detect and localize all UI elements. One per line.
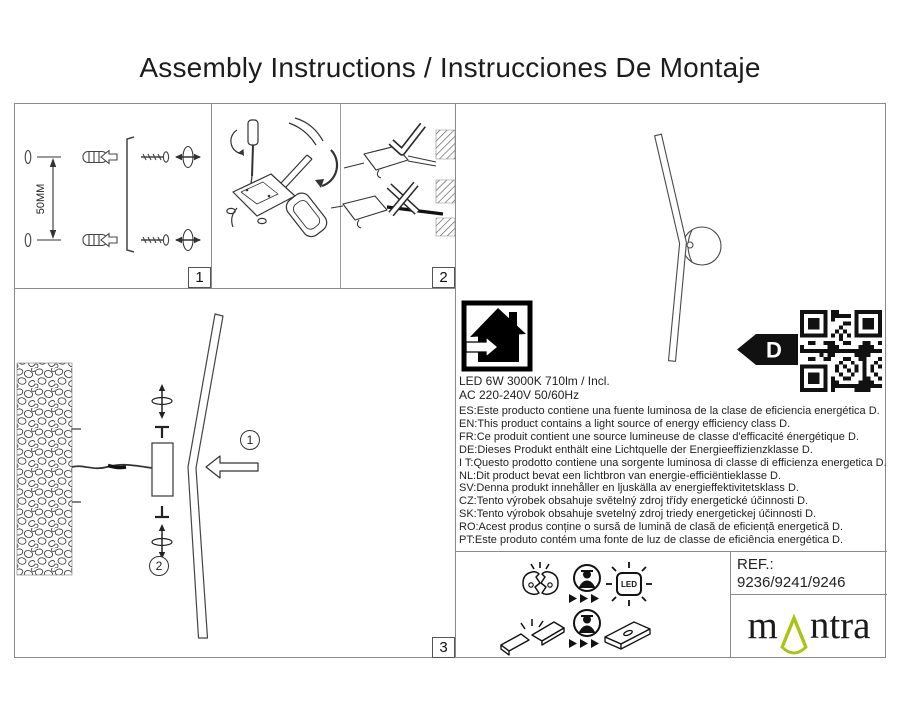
incorrect-routing [331,196,443,228]
screw-icon [141,152,169,245]
brand-logo [731,594,887,658]
page-title: Assembly Instructions / Instrucciones De Montaje [139,52,761,83]
ref-label: REF.: [737,556,774,573]
panel1-drilling-diagram [15,104,211,288]
logo-text-ntra: ntra [809,604,871,647]
screwdriver-icon [231,120,258,184]
energy-statements [459,405,885,547]
spec-line-1: LED 6W 3000K 710lm / Incl. [459,374,610,388]
led-label: LED [621,579,637,589]
mounting-box [152,443,173,496]
broken-driver-icon [501,619,564,655]
statement-cz: CZ:Tento výrobek obsahuje světelný zdroj třídy energetické účinnosti D. [459,495,809,508]
statement-nl: NL:Dit product bevat een lichtbron van energie-efficiëntieklasse D. [459,469,782,482]
check-mark-icon [391,125,423,152]
dimension-label: 50MM [35,183,47,215]
forward-arrows-icon-2 [569,639,599,648]
screw-rotation-icon-top [152,384,172,438]
cable-routing-examples [331,125,455,236]
service-icons [465,556,735,656]
step2-marker: 2 [149,556,169,576]
junction-box [227,174,295,227]
statement-en: EN:This product contains a light source of energy efficiency class D. [459,417,791,430]
correct-routing [344,146,436,178]
panel2-wiring-diagram [211,104,456,288]
indoor-use-icon [461,300,533,372]
panel2-number: 2 [432,267,455,288]
screw-rotation-icon [175,147,201,251]
statement-ro: RO:Acest produs conține o sursă de lumină de clasă de eficiență energetică D. [459,521,843,534]
wall-plug-icon [83,151,117,247]
forward-arrows-icon [569,594,599,603]
statement-fr: FR:Ce produit contient une source lumineuse de classe d'efficacité énergétique D. [459,430,859,443]
wall-texture [17,363,72,575]
broken-lamp-icon [523,562,558,594]
mains-wires [289,118,323,145]
drill-hole-icon [25,151,31,247]
statement-it: I T:Questo prodotto contiene una sorgente luminosa di classe di efficienza energetica D. [459,456,887,469]
step1-marker: 1 [240,430,260,450]
led-source-icon [606,562,652,606]
lamp-rod [655,134,687,361]
spec-line-2: AC 220-240V 50/60Hz [459,388,580,402]
spec-block [459,374,885,547]
technician-icon [574,565,600,591]
statement-de: DE:Dieses Produkt enthält eine Lichtquelle der Energieeffizienzklasse D. [459,443,813,456]
statement-es: ES:Este producto contiene una fuente luminosa de la clase de eficiencia energética D. [459,405,880,417]
insert-arrow [206,456,258,478]
statement-sv: SV:Denna produkt innehåller en ljuskälla av energieffektivitetsklass D. [459,482,799,495]
ref-numbers: 9236/9241/9246 [737,574,846,591]
technician-icon-2 [574,610,600,636]
energy-class-arrow [734,332,798,367]
divider-right-horizontal [456,551,887,552]
mantra-caret-icon [779,611,809,657]
logo-text-m: m [747,604,778,647]
bracket-assembly-drawing [227,118,337,240]
panel3-installation-diagram [15,288,456,658]
screw-rotation-icon-bottom [152,506,172,559]
statement-pt: PT:Este produto contém uma fonte de luz de classe de eficiência energética D. [459,534,843,547]
driver-icon [605,622,650,649]
rotate-cover-arrow [315,150,337,188]
supply-wire [72,465,152,469]
energy-class-letter: D [766,337,782,363]
reference-block [737,556,885,592]
diagram-frame [14,103,886,658]
bracket-icon [127,137,134,252]
panel1-number: 1 [188,267,211,288]
statement-sk: SK:Tento výrobok obsahuje svetelný zdroj triedy energetickej účinnosti D. [459,508,817,521]
wall-hatch-blocks [436,130,455,236]
panel3-number: 3 [432,637,455,658]
